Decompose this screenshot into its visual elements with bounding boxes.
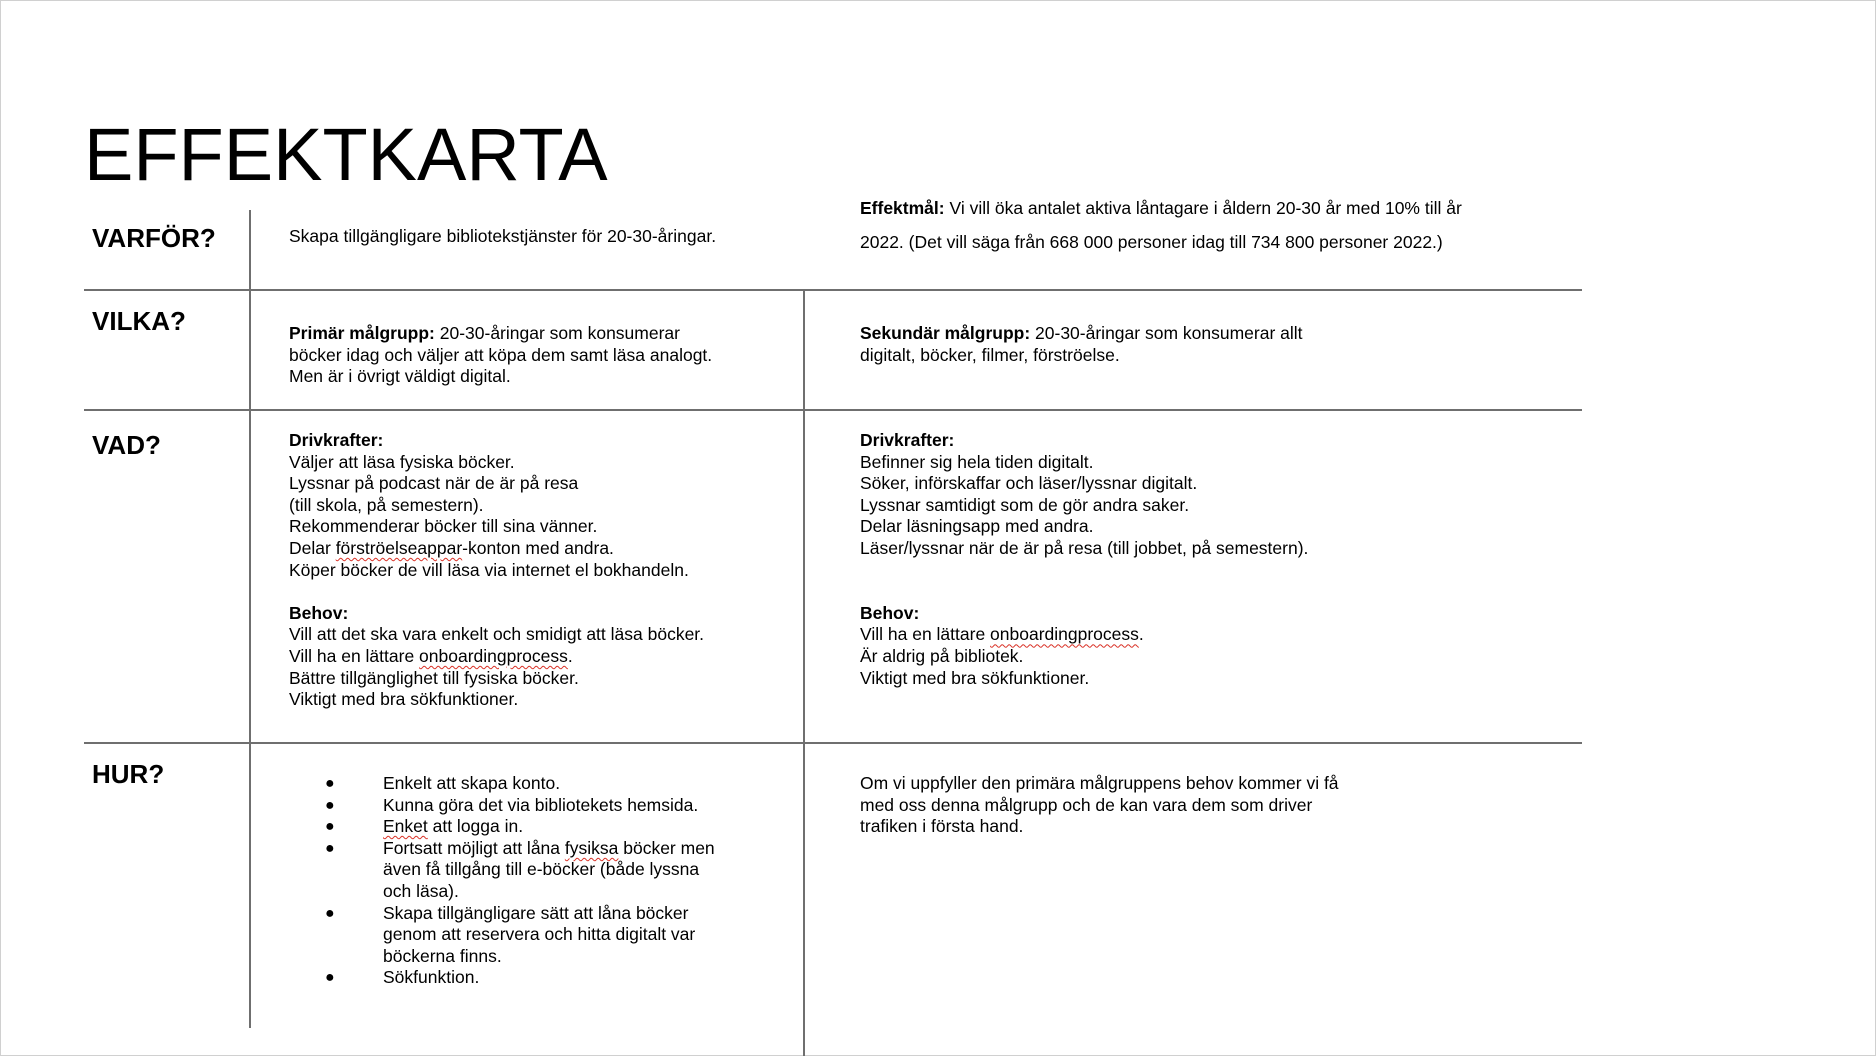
bullet-icon: ● <box>325 818 335 836</box>
hur-item-5-line-2: genom att reservera och hitta digitalt var <box>383 924 696 945</box>
hur-right-line-3: trafiken i första hand. <box>860 816 1024 837</box>
spellcheck-word: förströelseappar <box>335 537 463 558</box>
vad-right-needs-heading: Behov: <box>860 602 920 623</box>
row-label-hur: HUR? <box>92 759 165 789</box>
vad-right-driver-3: Lyssnar samtidigt som de gör andra saker. <box>860 494 1190 515</box>
spacer <box>860 560 1308 582</box>
grid-divider-row-1 <box>84 289 1582 291</box>
row-label-varfor: VARFÖR? <box>92 223 216 253</box>
hur-bullet-list <box>325 773 715 989</box>
vad-left-need-2 <box>289 646 704 668</box>
hur-right-column <box>860 773 1339 838</box>
vad-left-driver-3: (till skola, på semestern). <box>289 494 484 515</box>
primary-line-3: Men är i övrigt väldigt digital. <box>289 366 511 387</box>
vilka-secondary-target <box>860 323 1303 366</box>
vad-left-driver-2: Lyssnar på podcast när de är på resa <box>289 473 579 494</box>
bullet-icon: ● <box>325 775 335 792</box>
grid-divider-row-2 <box>84 409 1582 411</box>
secondary-line-2: digitalt, böcker, filmer, förströelse. <box>860 344 1120 365</box>
hur-item-1: Enkelt att skapa konto. <box>383 773 561 793</box>
vad-right-need-1 <box>860 624 1308 646</box>
vilka-primary-target <box>289 323 712 388</box>
vad-left-need-3: Bättre tillgänglighet till fysiska böcker. <box>289 667 579 688</box>
bullet-icon: ● <box>325 796 335 814</box>
vad-right-need-1-pre: Vill ha en lättare <box>860 624 991 645</box>
secondary-line-1 <box>860 323 1303 345</box>
hur-right-line-2: med oss denna målgrupp och de kan vara dem som driver <box>860 794 1313 815</box>
hur-item-4-post: böcker men <box>618 837 715 858</box>
list-item <box>325 816 715 838</box>
vad-right-driver-5: Läser/lyssnar när de är på resa (till jobbet, på semestern). <box>860 537 1309 558</box>
list-item <box>325 967 715 989</box>
list-item <box>325 902 715 968</box>
spellcheck-word: fysiksa <box>564 837 619 858</box>
varfor-effect-goal <box>860 198 1462 254</box>
hur-item-5-line-1: Skapa tillgängligare sätt att låna böcker <box>383 902 689 923</box>
vad-left-driver-5-post: -konton med andra. <box>462 537 614 558</box>
list-item <box>325 773 715 795</box>
vad-left-driver-6: Köper böcker de vill läsa via internet el bokhandeln. <box>289 559 689 580</box>
hur-right-line-1: Om vi uppfyller den primära målgruppens behov kommer vi få <box>860 773 1339 793</box>
vad-right-column <box>860 430 1308 689</box>
vad-left-need-1: Vill att det ska vara enkelt och smidigt att läsa böcker. <box>289 624 705 645</box>
spacer <box>860 581 1308 603</box>
hur-item-4-pre: Fortsatt möjligt att låna <box>383 837 565 858</box>
varfor-purpose: Skapa tillgängligare bibliotekstjänster för 20-30-åringar. <box>289 226 717 246</box>
secondary-target-text-1: 20-30-åringar som konsumerar allt <box>1030 323 1303 343</box>
hur-item-4-line-3: och läsa). <box>383 880 459 901</box>
primary-target-label: Primär målgrupp: <box>289 323 435 343</box>
vad-right-driver-2: Söker, införskaffar och läser/lyssnar digitalt. <box>860 473 1198 494</box>
varfor-purpose-text <box>289 226 716 248</box>
grid-divider-row-3 <box>84 742 1582 744</box>
hur-item-3-post: att logga in. <box>427 816 524 837</box>
spellcheck-word: Enket <box>383 816 428 837</box>
hur-left-column <box>325 773 715 989</box>
page-title: EFFEKTKARTA <box>84 113 608 196</box>
list-item <box>325 837 715 903</box>
effect-goal-label: Effektmål: <box>860 198 945 218</box>
spacer <box>289 581 704 603</box>
vad-left-column <box>289 430 704 711</box>
vad-left-driver-4: Rekommenderar böcker till sina vänner. <box>289 516 598 537</box>
vad-right-drivers-heading: Drivkrafter: <box>860 430 955 450</box>
vad-right-driver-4: Delar läsningsapp med andra. <box>860 516 1094 537</box>
vad-left-needs-heading: Behov: <box>289 602 349 623</box>
bullet-icon: ● <box>325 969 335 987</box>
spellcheck-word: onboardingprocess <box>419 645 568 666</box>
primary-line-1 <box>289 323 712 345</box>
vad-right-need-3: Viktigt med bra sökfunktioner. <box>860 667 1090 688</box>
primary-line-2: böcker idag och väljer att köpa dem samt läsa analogt. <box>289 344 713 365</box>
vad-left-driver-1: Väljer att läsa fysiska böcker. <box>289 451 515 472</box>
effect-goal-line-2: 2022. (Det vill säga från 668 000 personer idag till 734 800 personer 2022.) <box>860 232 1443 253</box>
list-item <box>325 794 715 817</box>
row-label-vad: VAD? <box>92 430 161 460</box>
row-label-vilka: VILKA? <box>92 306 186 336</box>
vad-left-need-2-post: . <box>567 645 573 666</box>
vad-left-driver-5-pre: Delar <box>289 537 336 558</box>
vad-right-need-1-post: . <box>1138 624 1144 645</box>
hur-item-6: Sökfunktion. <box>383 967 480 988</box>
hur-item-4-line-2: även få tillgång till e-böcker (både lyssna <box>383 859 700 880</box>
spellcheck-word: onboardingprocess <box>990 624 1139 645</box>
secondary-target-label: Sekundär målgrupp: <box>860 323 1031 343</box>
hur-item-5-line-3: böckerna finns. <box>383 945 502 966</box>
vad-right-need-2: Är aldrig på bibliotek. <box>860 645 1024 666</box>
vad-left-drivers-heading: Drivkrafter: <box>289 430 384 450</box>
effect-goal-text-1: Vi vill öka antalet aktiva låntagare i åldern 20-30 år med 10% till år <box>944 198 1462 218</box>
bullet-icon: ● <box>325 904 335 922</box>
grid-divider-vertical-left <box>249 210 251 1028</box>
primary-target-text-1: 20-30-åringar som konsumerar <box>434 323 680 343</box>
vad-left-driver-5 <box>289 538 704 560</box>
bullet-icon: ● <box>325 839 335 857</box>
effect-goal-line-1 <box>860 198 1462 220</box>
hur-item-2: Kunna göra det via bibliotekets hemsida. <box>383 794 699 815</box>
vad-left-need-4: Viktigt med bra sökfunktioner. <box>289 689 519 710</box>
vad-right-driver-1: Befinner sig hela tiden digitalt. <box>860 451 1094 472</box>
grid-divider-vertical-middle <box>803 289 805 1056</box>
vad-left-need-2-pre: Vill ha en lättare <box>289 645 420 666</box>
